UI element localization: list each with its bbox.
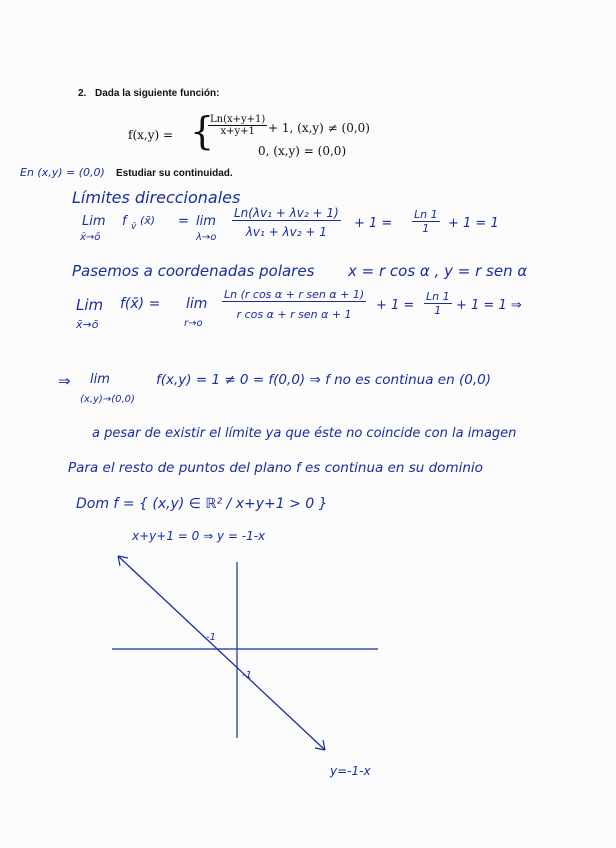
pol-f: f(x̄) =	[120, 296, 161, 312]
conclusion-sub: (x,y)→(0,0)	[80, 394, 135, 405]
line-equation: x+y+1 = 0 ⇒ y = -1-x	[132, 529, 266, 543]
pol-frac2-den: 1	[434, 304, 442, 317]
dir-arg: (x̄)	[140, 214, 156, 227]
dir-lim: Lim	[82, 214, 106, 229]
dir-sub: x̄→ō	[80, 232, 101, 243]
pol-lim: Lim	[76, 296, 104, 314]
dir-fsub: v̄	[131, 222, 137, 232]
conclusion-line2: a pesar de existir el límite ya que éste no coincide con la imagen	[92, 426, 517, 441]
dir-numerator: Ln(λv₁ + λv₂ + 1)	[234, 206, 339, 220]
dir-denominator: λv₁ + λv₂ + 1	[245, 225, 327, 239]
pol-denominator: r cos α + r sen α + 1	[236, 308, 352, 321]
dir-tail: + 1 =	[354, 216, 393, 231]
y-intercept-label: -1	[242, 670, 252, 681]
conclusion-arrow: ⇒	[58, 372, 71, 390]
conclusion-body: f(x,y) = 1 ≠ 0 = f(0,0) ⇒ f no es continua en (0,0)	[156, 372, 491, 388]
case1-denominator: x+y+1	[220, 126, 255, 137]
function-lhs: f(x,y) =	[128, 128, 174, 142]
dir-sub2: λ→o	[196, 232, 217, 243]
continuity-rest: Para el resto de puntos del plano f es continua en su dominio	[68, 460, 483, 476]
dir-result: + 1 = 1	[448, 216, 499, 231]
domain-definition: Dom f = { (x,y) ∈ ℝ² / x+y+1 > 0 }	[76, 496, 328, 512]
case1-tail: + 1, (x,y) ≠ (0,0)	[268, 121, 370, 135]
case2: 0, (x,y) = (0,0)	[258, 144, 347, 158]
pol-tail: + 1 =	[376, 298, 415, 313]
polar-substitution: x = r cos α , y = r sen α	[348, 262, 528, 280]
pol-lim2: lim	[186, 296, 208, 312]
pol-numerator: Ln (r cos α + r sen α + 1)	[224, 288, 365, 301]
dir-frac2-den: 1	[422, 222, 430, 235]
problem-number: 2.	[78, 88, 87, 99]
problem-statement: Dada la siguiente función:	[95, 88, 220, 99]
case-brace: {	[190, 109, 215, 153]
pol-sub2: r→o	[184, 318, 203, 329]
limits-title: Límites direccionales	[72, 188, 241, 207]
pol-frac2-num: Ln 1	[426, 290, 450, 303]
dir-frac2-num: Ln 1	[414, 208, 438, 221]
polar-intro: Pasemos a coordenadas polares	[72, 262, 315, 280]
conclusion-lim: lim	[90, 372, 110, 387]
boundary-line	[118, 556, 325, 750]
case1-numerator: Ln(x+y+1)	[210, 114, 266, 125]
dir-lim2: lim	[196, 214, 216, 229]
dir-eq: =	[178, 214, 189, 229]
pol-result: + 1 = 1 ⇒	[456, 298, 522, 313]
x-intercept-label: -1	[206, 632, 216, 643]
dir-f: f	[122, 214, 127, 229]
pol-sub: x̄→ō	[76, 318, 99, 331]
task-prefix-handwritten: En (x,y) = (0,0)	[20, 166, 105, 179]
line-label: y=-1-x	[330, 764, 371, 778]
task-statement: Estudiar su continuidad.	[116, 168, 233, 179]
